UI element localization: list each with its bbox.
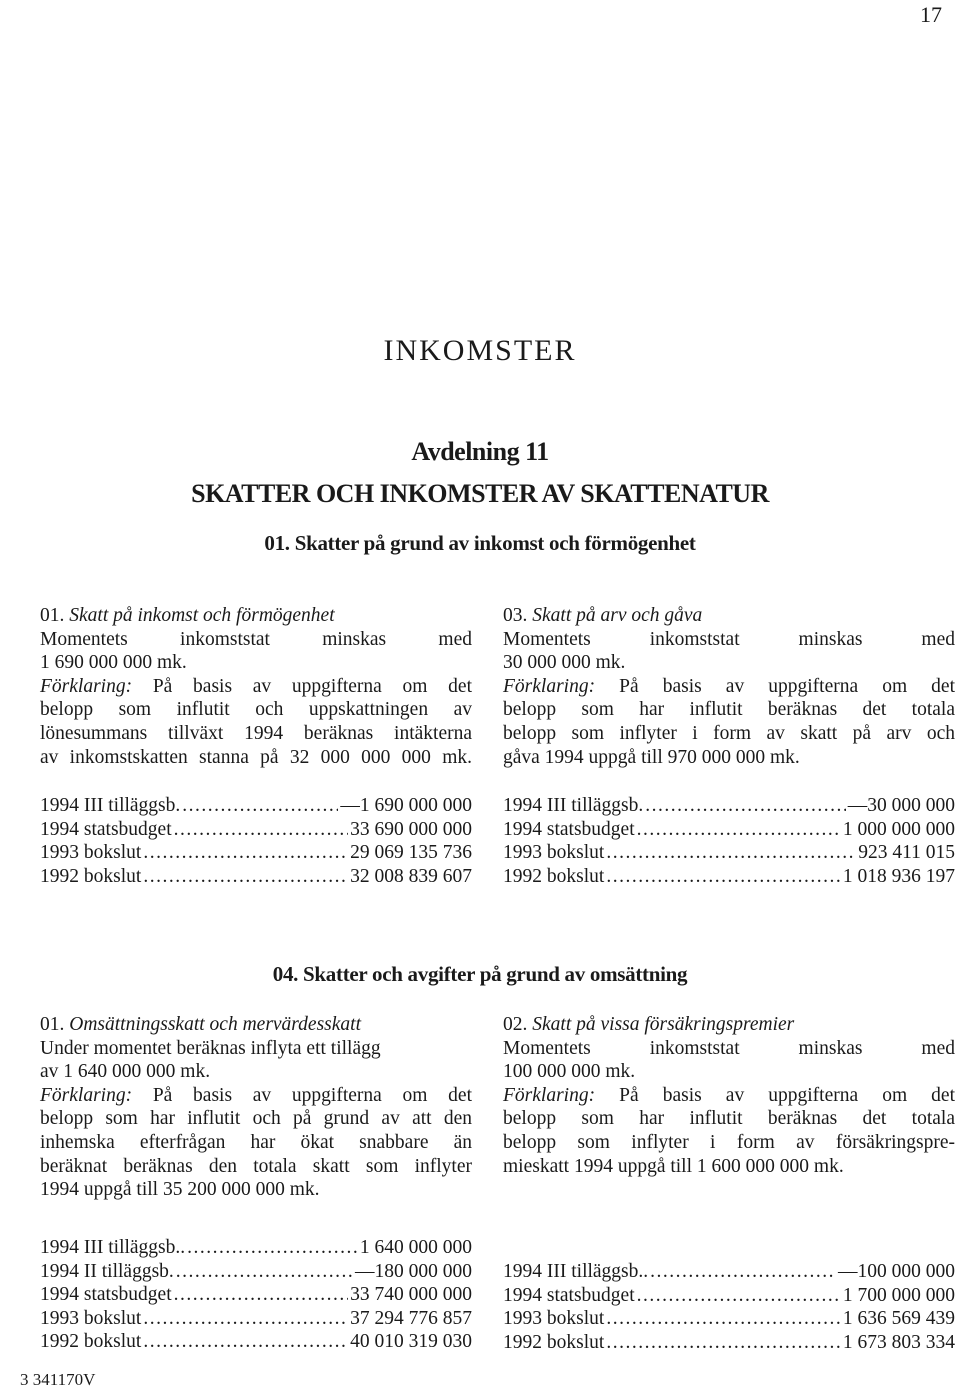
explanation-line: belopp som har influtit och på grund av att den (40, 1108, 472, 1130)
ledger-row: 1993 bokslut ..... 29 069 135 736 (40, 841, 472, 865)
ledger-row: 1993 bokslut ..... 1 636 569 439 (503, 1307, 955, 1331)
explanation-line: belopp som har influtit beräknas det totala (503, 699, 955, 721)
item-01-text (40, 604, 472, 769)
subsection-heading-01: 01. Skatter på grund av inkomst och förmögenhet (264, 531, 696, 555)
item-0402-text (503, 1013, 955, 1178)
item-heading: 02. Skatt på vissa försäkringspremier (503, 1014, 795, 1035)
explanation-line: Förklaring: På basis av uppgifterna om det (40, 675, 472, 697)
explanation-line: belopp som har influtit beräknas det totala (503, 1108, 955, 1130)
subsection-heading-04: 04. Skatter och avgifter på grund av omsättning (272, 962, 688, 986)
item-03-ledger (503, 794, 955, 888)
item-line: Under momentet beräknas inflyta ett tillägg (40, 1037, 381, 1059)
item-line: Momentets inkomststat minskas med (503, 1037, 955, 1059)
ledger-row: 1994 statsbudget ..... 1 700 000 000 (503, 1284, 955, 1308)
ledger-row: 1994 statsbudget ..... 1 000 000 000 (503, 818, 955, 842)
ledger-row: 1994 III tilläggsb. ..... —1 690 000 000 (40, 794, 472, 818)
item-line: av 1 640 000 000 mk. (40, 1061, 211, 1083)
explanation-line: 1994 uppgå till 35 200 000 000 mk. (40, 1179, 320, 1201)
item-line: 30 000 000 mk. (503, 652, 626, 674)
explanation-line: lönesummans tillväxt 1994 beräknas intäkterna (40, 722, 472, 744)
explanation-line: beräknat beräknas den totala skatt som inflyter (40, 1155, 472, 1177)
item-line: 100 000 000 mk. (503, 1061, 636, 1083)
item-0402-ledger (503, 1260, 955, 1354)
explanation-line: av inkomstskatten stanna på 32 000 000 000 mk. (40, 746, 472, 768)
explanation-line: inhemska efterfrågan har ökat snabbare än (40, 1131, 472, 1153)
page-number: 17 (920, 2, 942, 27)
ledger-row: 1993 bokslut ..... 923 411 015 (503, 841, 955, 865)
item-03-text (503, 604, 955, 769)
ledger-row: 1992 bokslut ..... 40 010 319 030 (40, 1330, 472, 1354)
ledger-row: 1994 statsbudget ..... 33 740 000 000 (40, 1283, 472, 1307)
avdelning-title: SKATTER OCH INKOMSTER AV SKATTENATUR (191, 479, 769, 508)
ledger-row: 1992 bokslut ..... 1 673 803 334 (503, 1331, 955, 1355)
item-heading: 01. Skatt på inkomst och förmögenhet (40, 605, 335, 626)
ledger-row: 1994 statsbudget ..... 33 690 000 000 (40, 818, 472, 842)
item-heading: 01. Omsättningsskatt och mervärdesskatt (40, 1014, 361, 1035)
ledger-row: 1992 bokslut ..... 32 008 839 607 (40, 865, 472, 889)
explanation-line: Förklaring: På basis av uppgifterna om det (503, 675, 956, 697)
item-line: Momentets inkomststat minskas med (40, 628, 472, 650)
ledger-row: 1994 III tilläggsb.. ..... 1 640 000 000 (40, 1236, 472, 1260)
item-heading: 03. Skatt på arv och gåva (503, 605, 703, 626)
explanation-line: belopp som influtit och uppskattningen av (40, 699, 472, 721)
avdelning-heading: Avdelning 11 (411, 437, 549, 466)
explanation-line: gåva 1994 uppgå till 970 000 000 mk. (503, 746, 800, 768)
explanation-line: belopp som inflyter i form av försäkringspre- (503, 1131, 955, 1153)
ledger-row: 1992 bokslut ..... 1 018 936 197 (503, 865, 955, 889)
ledger-row: 1993 bokslut ..... 37 294 776 857 (40, 1307, 472, 1331)
ledger-row: 1994 III tilläggsb. ..... —30 000 000 (503, 794, 955, 818)
item-01-ledger (40, 794, 472, 888)
page-title: INKOMSTER (383, 334, 577, 367)
explanation-line: Förklaring: På basis av uppgifterna om det (40, 1084, 472, 1106)
item-0401-text (40, 1013, 472, 1202)
item-line: Momentets inkomststat minskas med (503, 628, 955, 650)
explanation-line: mieskatt 1994 uppgå till 1 600 000 000 mk. (503, 1155, 844, 1177)
explanation-line: belopp som inflyter i form av skatt på arv och (503, 722, 955, 744)
footer-code: 3 341170V (20, 1370, 96, 1389)
item-line: 1 690 000 000 mk. (40, 652, 187, 674)
ledger-row: 1994 III tilläggsb.. ..... —100 000 000 (503, 1260, 955, 1284)
explanation-line: Förklaring: På basis av uppgifterna om det (503, 1084, 956, 1106)
ledger-row: 1994 II tilläggsb. ..... —180 000 000 (40, 1260, 472, 1284)
item-0401-ledger (40, 1236, 472, 1354)
